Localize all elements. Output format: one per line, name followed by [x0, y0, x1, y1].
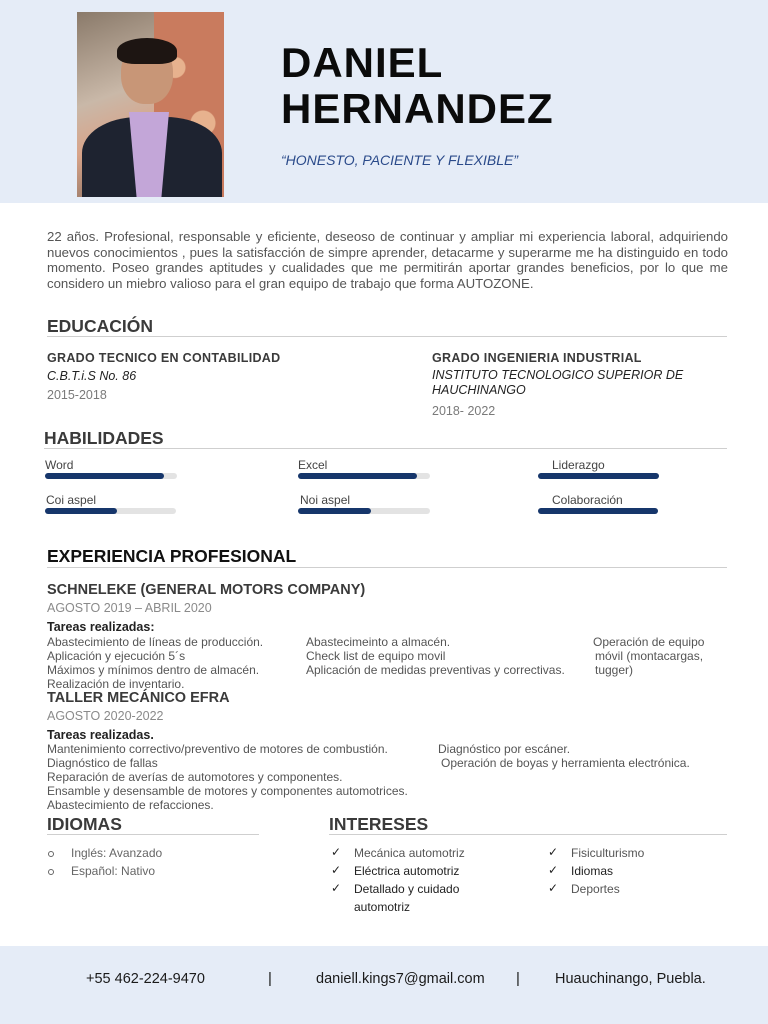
skill-fill-noi-aspel [298, 508, 371, 514]
education-divider [47, 336, 727, 337]
skill-label-coi-aspel: Coi aspel [46, 493, 97, 507]
languages-heading: IDIOMAS [47, 814, 122, 834]
job1-task: Abastecimiento de líneas de producción. [47, 635, 264, 649]
check-icon: ✓ [548, 881, 559, 895]
edu-school-2: INSTITUTO TECNOLOGICO SUPERIOR DE HAUCHINANGO [432, 368, 684, 397]
job1-task: Aplicación y ejecución 5´s [47, 649, 186, 663]
skill-label-word: Word [45, 458, 74, 472]
job1-task: Aplicación de medidas preventivas y correctivas. [306, 663, 565, 677]
job1-task: tugger) [595, 663, 634, 677]
contact-location: Huauchinango, Puebla. [555, 971, 706, 987]
check-icon: ✓ [548, 845, 559, 859]
skill-bar-colaboracion [538, 508, 658, 514]
education-heading: EDUCACIÓN [47, 316, 153, 336]
skill-bar-word [45, 473, 177, 479]
contact-separator: | [516, 970, 520, 987]
job1-task: móvil (montacargas, [595, 649, 704, 663]
interest-item: Idiomas [571, 864, 614, 878]
job2-task: Reparación de averías de automotores y componentes. [47, 770, 343, 784]
edu-degree-1: GRADO TECNICO EN CONTABILIDAD [47, 351, 281, 365]
profile-summary: 22 años. Profesional, responsable y eficiente, deseoso de continuar y ampliar mi experiencia laboral, adquiriendo nuevos conocimientos , pues la satisfacción de simpre aprender, detacarme y superarme me ha distinguido en todo momento. Poseo grandes aptitudes y cualidades que me permitirán aportar grandes beneficios, por lo que me considero un miebro valioso para el gran equipo de trabajo que forma AUTOZONE. [47, 229, 728, 291]
interests-heading: INTERESES [329, 814, 429, 834]
skill-bar-excel [298, 473, 430, 479]
languages-divider [47, 834, 259, 835]
job1-task: Máximos y mínimos dentro de almacén. [47, 663, 260, 677]
interests-divider [329, 834, 727, 835]
job2-task: Operación de boyas y herramienta electrónica. [441, 756, 690, 770]
skill-bar-coi-aspel [45, 508, 176, 514]
job-company-2: TALLER MECÁNICO EFRA [47, 690, 230, 706]
candidate-name [281, 40, 554, 132]
skill-label-noi-aspel: Noi aspel [300, 493, 351, 507]
job-tasks-label-1: Tareas realizadas: [47, 620, 155, 634]
check-icon: ✓ [548, 863, 559, 877]
tagline: “HONESTO, PACIENTE Y FLEXIBLE” [281, 152, 519, 168]
skill-label-liderazgo: Liderazgo [552, 458, 605, 472]
skill-fill-coi-aspel [45, 508, 117, 514]
interest-item: Fisiculturismo [571, 846, 645, 860]
interest-item: Eléctrica automotriz [354, 864, 460, 878]
skills-heading: HABILIDADES [44, 428, 164, 448]
job-company-1: SCHNELEKE (GENERAL MOTORS COMPANY) [47, 582, 366, 598]
skill-fill-word [45, 473, 164, 479]
check-icon: ✓ [331, 881, 342, 895]
language-item: Español: Nativo [71, 864, 156, 878]
job2-task: Diagnóstico de fallas [47, 756, 158, 770]
skill-label-excel: Excel [298, 458, 328, 472]
skill-bar-noi-aspel [298, 508, 430, 514]
interest-item: Mecánica automotriz [354, 846, 465, 860]
contact-phone: +55 462-224-9470 [86, 971, 205, 987]
check-icon: ✓ [331, 863, 342, 877]
skill-label-colaboracion: Colaboración [552, 493, 623, 507]
interest-item: Detallado y cuidado [354, 882, 460, 896]
edu-degree-2: GRADO INGENIERIA INDUSTRIAL [432, 351, 642, 365]
job2-task: Abastecimiento de refacciones. [47, 798, 214, 812]
check-icon: ✓ [331, 845, 342, 859]
bullet-icon [48, 869, 54, 875]
job-dates-1: AGOSTO 2019 – ABRIL 2020 [47, 601, 212, 615]
interest-item: automotriz [354, 900, 411, 914]
edu-years-1: 2015-2018 [47, 388, 107, 402]
skill-fill-liderazgo [538, 473, 659, 479]
job1-task: Realización de inventario. [47, 677, 185, 691]
experience-divider [47, 567, 727, 568]
bullet-icon [48, 851, 54, 857]
job2-task: Ensamble y desensamble de motores y componentes automotrices. [47, 784, 408, 798]
skills-divider [44, 448, 727, 449]
edu-years-2: 2018- 2022 [432, 404, 496, 418]
experience-heading: EXPERIENCIA PROFESIONAL [47, 546, 297, 566]
profile-photo [77, 12, 224, 197]
interest-item: Deportes [571, 882, 620, 896]
name-line-1: DANIEL [281, 39, 444, 86]
job2-task: Mantenimiento correctivo/preventivo de motores de combustión. [47, 742, 388, 756]
edu-school-1: C.B.T.i.S No. 86 [47, 369, 137, 383]
contact-email: daniell.kings7@gmail.com [316, 971, 485, 987]
name-line-2: HERNANDEZ [281, 85, 554, 132]
skill-fill-colaboracion [538, 508, 658, 514]
job-tasks-label-2: Tareas realizadas. [47, 728, 154, 742]
job1-task: Operación de equipo [593, 635, 705, 649]
language-item: Inglés: Avanzado [71, 846, 163, 860]
job1-task: Abastecimeinto a almacén. [306, 635, 451, 649]
job-dates-2: AGOSTO 2020-2022 [47, 709, 164, 723]
job1-task: Check list de equipo movil [306, 649, 446, 663]
contact-separator: | [268, 970, 272, 987]
skill-bar-liderazgo [538, 473, 659, 479]
skill-fill-excel [298, 473, 417, 479]
job2-task: Diagnóstico por escáner. [438, 742, 571, 756]
